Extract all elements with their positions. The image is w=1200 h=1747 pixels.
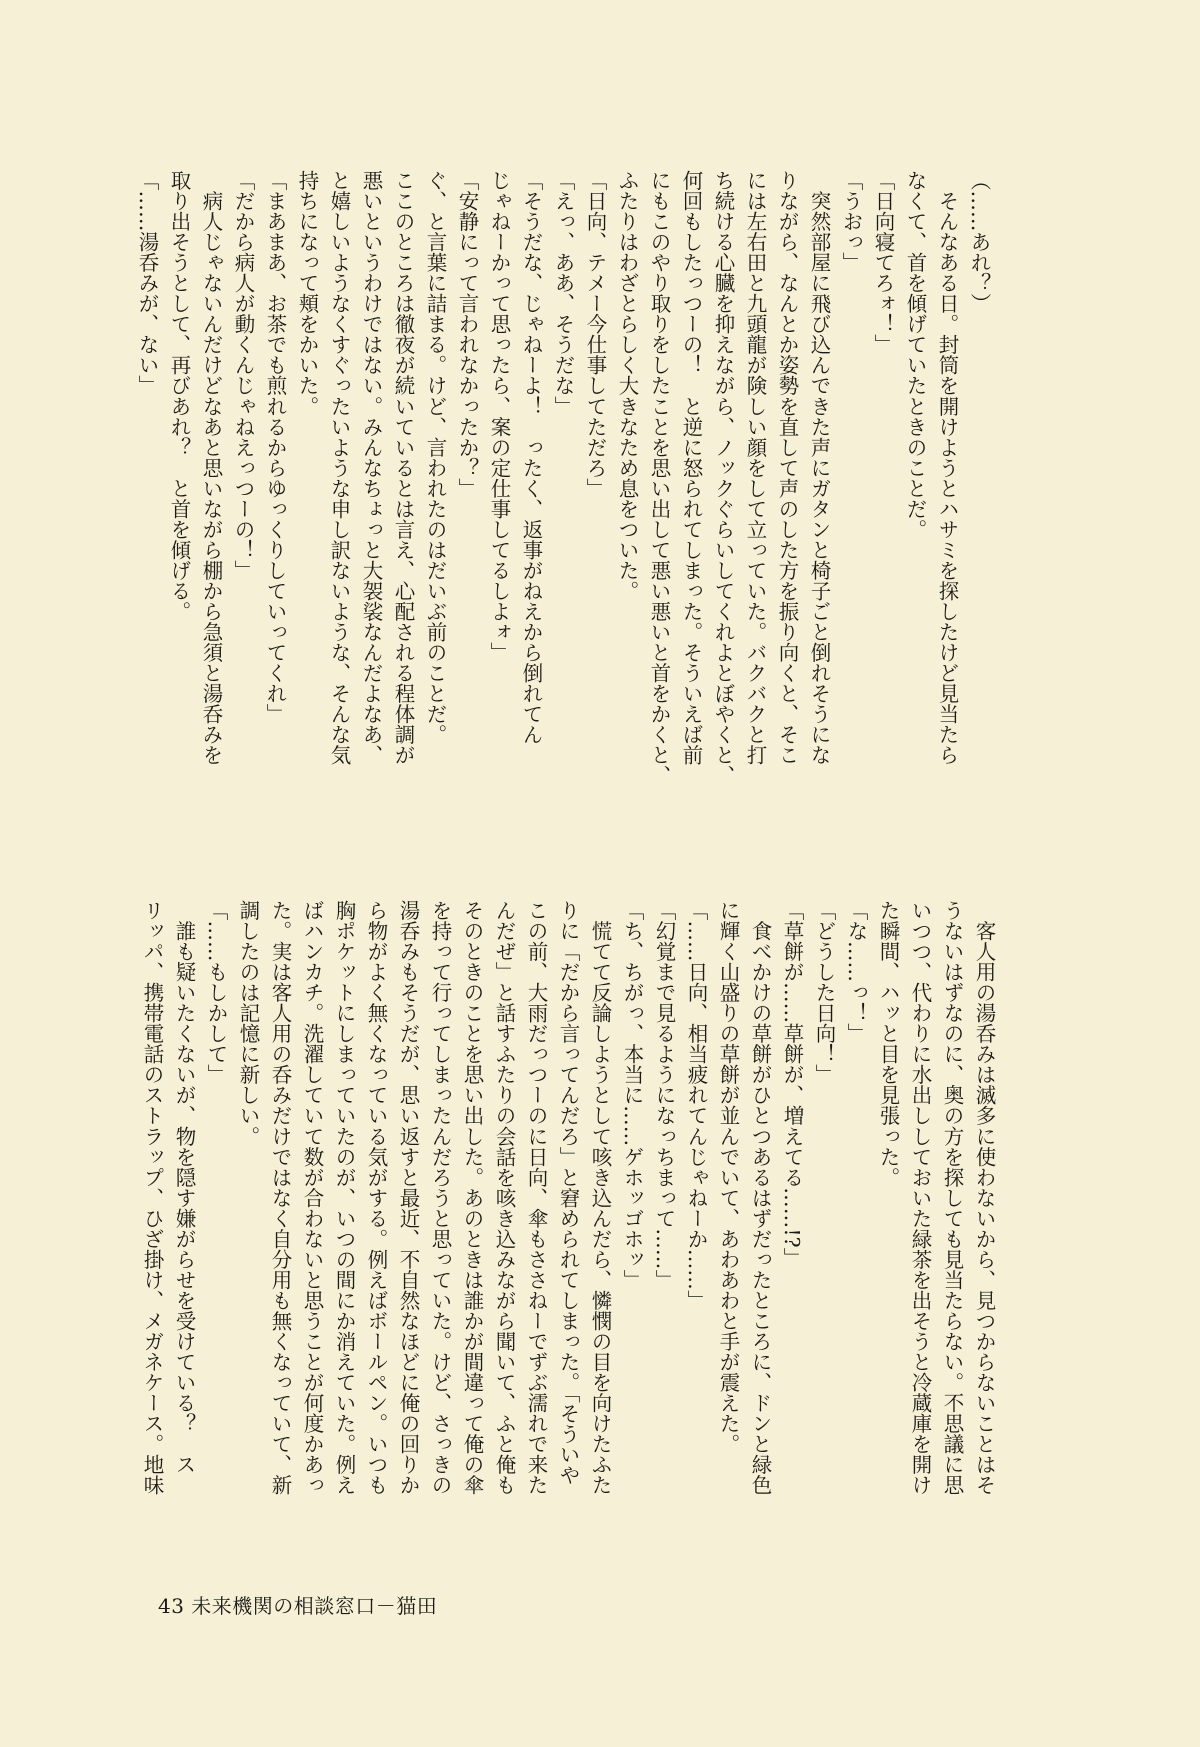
text-line: りながら、なんとか姿勢を直して声のした方を振り向くと、そこ xyxy=(775,170,799,766)
text-line: ふたりはわざとらしく大きなため息をついた。 xyxy=(615,170,639,601)
text-line: 「えっ、ああ、そうだな」 xyxy=(551,170,575,417)
text-line: うないはずなのに、奥の方を探しても見当たらない。不思議に思 xyxy=(940,900,964,1496)
text-line: この前、大雨だっつーのに日向、傘もささねーでずぶ濡れで来た xyxy=(524,900,548,1496)
text-line: ぐ、と言葉に詰まる。けど、言われたのはだいぶ前のことだ。 xyxy=(423,170,447,745)
text-line: （……あれ？） xyxy=(967,170,991,314)
text-line: ち続ける心臓を抑えながら、ノックぐらいしてくれよとぼやくと、 xyxy=(711,170,735,786)
text-line: 「どうした日向！」 xyxy=(812,900,836,1085)
text-line: んだぜ」と話すふたりの会話を咳き込みながら聞いて、ふと俺も xyxy=(492,900,516,1496)
text-line: 慌てて反論しようとして咳き込んだら、憐憫の目を向けたふた xyxy=(588,900,612,1496)
text-line: ここのところは徹夜が続いているとは言え、心配される程体調が xyxy=(391,170,415,766)
text-line: 「幻覚まで見るようになっちまって……」 xyxy=(652,900,676,1290)
text-line: 「草餅が……草餅が、増えてる……!?」 xyxy=(780,900,804,1269)
text-line: 「そうだな、じゃねーよ！ ったく、返事がねえから倒れてん xyxy=(519,170,543,745)
text-line: 「だから病人が動くんじゃねえっつーの！」 xyxy=(231,170,255,581)
text-line: には左右田と九頭龍が険しい顔をして立っていた。バクバクと打 xyxy=(743,170,767,766)
text-line: 「……湯呑みが、ない」 xyxy=(135,170,159,396)
text-line: 何回もしたっつーの！ と逆に怒られてしまった。そういえば前 xyxy=(679,170,703,766)
text-line: 「安静にって言われなかったか？」 xyxy=(455,170,479,499)
text-line: 「……もしかして」 xyxy=(204,900,228,1085)
text-line: ばハンカチ。洗濯していて数が合わないと思うことが何度かあっ xyxy=(300,900,324,1496)
text-line: なくて、首を傾げていたときのことだ。 xyxy=(903,170,927,540)
text-line: た瞬間、ハッと目を見張った。 xyxy=(876,900,900,1188)
text-line: 「……日向、相当疲れてんじゃねーか……」 xyxy=(684,900,708,1311)
text-line: 食べかけの草餅がひとつあるはずだったところに、ドンと緑色 xyxy=(748,900,772,1496)
text-line: 突然部屋に飛び込んできた声にガタンと椅子ごと倒れそうにな xyxy=(807,170,831,766)
text-line: た。実は客人用の呑みだけではなく自分用も無くなっていて、新 xyxy=(268,900,292,1496)
text-line: ら物がよく無くなっている気がする。例えばボールペン。いつも xyxy=(364,900,388,1496)
text-line: 客人用の湯呑みは滅多に使わないから、見つからないことはそ xyxy=(972,900,996,1496)
text-line: 持ちになって頬をかいた。 xyxy=(295,170,319,417)
text-line: 悪いというわけではない。みんなちょっと大袈裟なんだよなあ、 xyxy=(359,170,383,766)
text-line: にもこのやり取りをしたことを思い出して悪い悪いと首をかくと、 xyxy=(647,170,671,786)
page-footer: 43 未来機関の相談窓口－猫田 xyxy=(158,1594,438,1618)
text-line: 「日向、テメー今仕事してただろ」 xyxy=(583,170,607,499)
text-line: を持って行ってしまったんだろうと思っていた。けど、さっきの xyxy=(428,900,452,1496)
text-line: 「ち、ちがっ、本当に……ゲホッゴホッ」 xyxy=(620,900,644,1290)
text-line: と嬉しいようなくすぐったいような申し訳ないような、そんな気 xyxy=(327,170,351,766)
text-line: リッパ、携帯電話のストラップ、ひざ掛け、メガネケース。地味 xyxy=(140,900,164,1496)
text-line: 取り出そうとして、再びあれ？ と首を傾げる。 xyxy=(167,170,191,622)
text-line: 「まあまあ、お茶でも煎れるからゆっくりしていってくれ」 xyxy=(263,170,287,725)
text-line: 「日向寝てろォ！」 xyxy=(871,170,895,355)
text-line: 病人じゃないんだけどなあと思いながら棚から急須と湯呑みを xyxy=(199,170,223,766)
text-line: 湯呑みもそうだが、思い返すと最近、不自然なほどに俺の回りか xyxy=(396,900,420,1496)
text-line: に輝く山盛りの草餅が並んでいて、あわあわと手が震えた。 xyxy=(716,900,740,1455)
text-line: そのときのことを思い出した。あのときは誰かが間違って俺の傘 xyxy=(460,900,484,1496)
lower-text-block xyxy=(136,900,1000,1545)
text-line: そんなある日。封筒を開けようとハサミを探したけど見当たら xyxy=(935,170,959,766)
text-line: 「うおっ」 xyxy=(839,170,863,273)
text-line: いつつ、代わりに水出ししておいた緑茶を出そうと冷蔵庫を開け xyxy=(908,900,932,1496)
text-line: 「な……っ！」 xyxy=(844,900,868,1044)
text-line: 調したのは記憶に新しい。 xyxy=(236,900,260,1147)
text-line: じゃねーかって思ったら、案の定仕事してるしよォ」 xyxy=(487,170,511,663)
text-line: りに「だから言ってんだろ」と窘められてしまった。「そういや xyxy=(556,900,580,1485)
upper-text-block xyxy=(131,170,995,790)
text-line: 胸ポケットにしまっていたのが、いつの間にか消えていた。例え xyxy=(332,900,356,1496)
text-line: 誰も疑いたくないが、物を隠す嫌がらせを受けている？ ス xyxy=(172,900,196,1475)
